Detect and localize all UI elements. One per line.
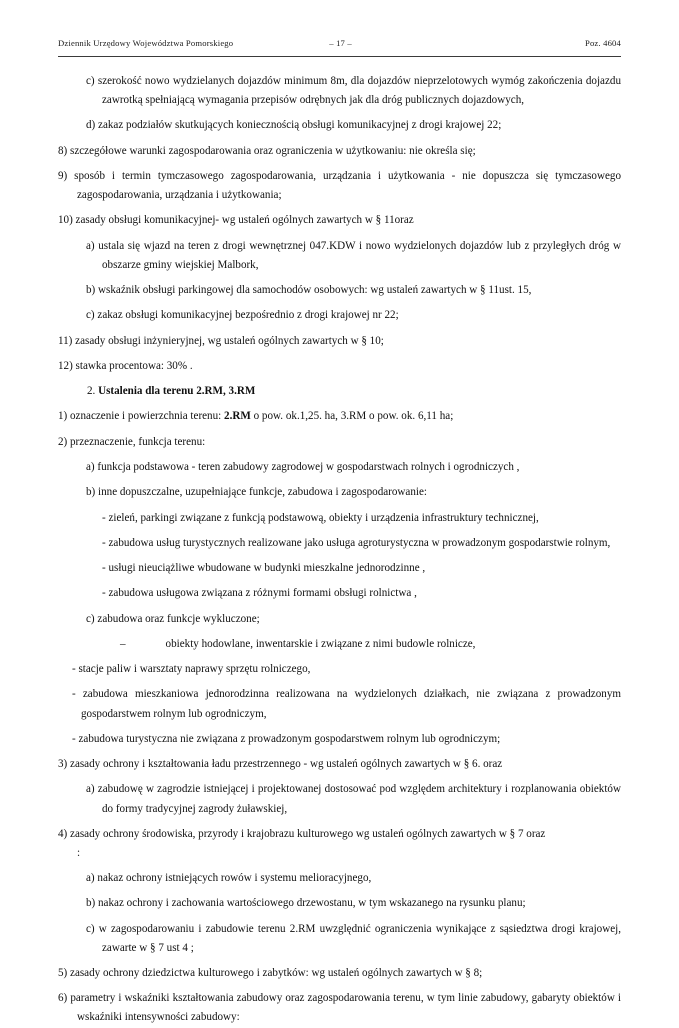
paragraph-2b: b) inne dopuszczalne, uzupełniające funkcje, zabudowa i zagospodarowanie: bbox=[86, 486, 427, 499]
paragraph-10c: c) zakaz obsługi komunikacyjnej bezpośrednio z drogi krajowej nr 22; bbox=[86, 309, 399, 322]
paragraph-d-zakaz: d) zakaz podziałów skutkujących koniecznością obsługi komunikacyjnej z drogi krajowej 22; bbox=[86, 119, 502, 132]
paragraph-1-terrain-code: 2.RM bbox=[224, 410, 251, 423]
header-page-number: – 17 – bbox=[329, 38, 352, 48]
paragraph-2b-dash-2: - zabudowa usług turystycznych realizowane jako usługa agroturystyczna w prowadzonym gospodarstwie rolnym, bbox=[102, 536, 611, 549]
paragraph-11: 11) zasady obsługi inżynieryjnej, wg ustaleń ogólnych zawartych w § 10; bbox=[58, 334, 384, 347]
header-position-number: Poz. 4604 bbox=[585, 38, 621, 48]
paragraph-4b: b) nakaz ochrony i zachowania wartościowego drzewostanu, w tym wskazanego na rysunku planu; bbox=[86, 897, 526, 910]
paragraph-4 bbox=[58, 825, 621, 869]
paragraph-4c: c) w zagospodarowaniu i zabudowie terenu 2.RM uwzględnić ograniczenia wynikające z sąsiedztwa drogi krajowej, zawarte w § 7 ust 4 ; bbox=[86, 922, 621, 954]
paragraph-10a: a) ustala się wjazd na teren z drogi wewnętrznej 047.KDW i nowo wydzielonych dojazdów lub z przyległych dróg w obszarze gminy wiejskiej Malbork, bbox=[86, 239, 621, 271]
paragraph-9: 9) sposób i termin tymczasowego zagospodarowania, urządzania i użytkowania - nie dopuszcza się tymczasowego zagospodarowania, urządzania i użytkowania; bbox=[58, 169, 621, 202]
en-dash-marker: – bbox=[120, 637, 126, 650]
paragraph-6: 6) parametry i wskaźniki kształtowania zabudowy oraz zagospodarowania terenu, w tym linie zabudowy, gabaryty obiektów i wskaźniki intensywności zabudowy: bbox=[58, 992, 621, 1024]
paragraph-4-colon: : bbox=[77, 846, 81, 859]
paragraph-1-suffix: o pow. ok.1,25. ha, 3.RM o pow. ok. 6,11 ha; bbox=[250, 410, 454, 423]
paragraph-c-szerokosc: c) szerokość nowo wydzielanych dojazdów minimum 8m, dla dojazdów nieprzelotowych wymóg zakończenia dojazdu zawrotką spełniającą wymagania przepisów odrębnych jak dla dróg publicznych dojazdowych, bbox=[86, 75, 621, 107]
paragraph-2: 2) przeznaczenie, funkcja terenu: bbox=[58, 435, 206, 448]
header-divider-rule bbox=[58, 56, 621, 57]
paragraph-2c-dash-1 bbox=[120, 635, 621, 660]
paragraph-2b-dash-3: - usługi nieuciążliwe wbudowane w budynki mieszkalne jednorodzinne , bbox=[102, 562, 426, 575]
paragraph-3a: a) zabudowę w zagrodzie istniejącej i projektowanej dostosować pod względem architektury i rozplanowania obiektów do formy tradycyjnej zagrody żuławskiej, bbox=[86, 783, 621, 815]
header-publication-title: Dziennik Urzędowy Województwa Pomorskiego bbox=[58, 38, 234, 48]
paragraph-2c-dash-2: - stacje paliw i warsztaty naprawy sprzętu rolniczego, bbox=[72, 663, 311, 676]
paragraph-8: 8) szczegółowe warunki zagospodarowania oraz ograniczenia w użytkowaniu: nie określa się; bbox=[58, 144, 476, 157]
paragraph-10b: b) wskaźnik obsługi parkingowej dla samochodów osobowych: wg ustaleń zawartych w § 11ust. 15, bbox=[86, 283, 532, 296]
page-running-header bbox=[58, 38, 621, 48]
paragraph-5: 5) zasady ochrony dziedzictwa kulturowego i zabytków: wg ustaleń ogólnych zawartych w § 8; bbox=[58, 967, 483, 980]
paragraph-12: 12) stawka procentowa: 30% . bbox=[58, 359, 193, 372]
paragraph-2b-dash-1: - zieleń, parkingi związane z funkcją podstawową, obiekty i urządzenia infrastruktury technicznej, bbox=[102, 511, 539, 524]
paragraph-2c-dash-3: - zabudowa mieszkaniowa jednorodzinna realizowana na wydzielonych działkach, nie związana z prowadzonym gospodarstwem rolnym lub ogrodniczym, bbox=[72, 688, 621, 720]
heading-section-2-title: Ustalenia dla terenu 2.RM, 3.RM bbox=[98, 385, 256, 398]
paragraph-3: 3) zasady ochrony i kształtowania ładu przestrzennego - wg ustaleń ogólnych zawartych w § 6. oraz bbox=[58, 758, 503, 771]
paragraph-2c-dash-1-text: obiekty hodowlane, inwentarskie i związane z nimi budowle rolnicze, bbox=[165, 637, 476, 650]
paragraph-4a: a) nakaz ochrony istniejących rowów i systemu melioracyjnego, bbox=[86, 872, 372, 885]
paragraph-2c: c) zabudowa oraz funkcje wykluczone; bbox=[86, 612, 260, 625]
paragraph-2c-dash-4: - zabudowa turystyczna nie związana z prowadzonym gospodarstwem rolnym lub ogrodniczym; bbox=[72, 732, 501, 745]
paragraph-2b-dash-4: - zabudowa usługowa związana z różnymi formami obsługi rolnictwa , bbox=[102, 587, 417, 600]
paragraph-2a: a) funkcja podstawowa - teren zabudowy zagrodowej w gospodarstwach rolnych i ogrodniczych , bbox=[86, 460, 520, 473]
document-body bbox=[58, 72, 621, 1028]
paragraph-10: 10) zasady obsługi komunikacyjnej- wg ustaleń ogólnych zawartych w § 11oraz bbox=[58, 214, 414, 227]
paragraph-1-prefix: 1) oznaczenie i powierzchnia terenu: bbox=[58, 410, 225, 423]
heading-section-2 bbox=[87, 382, 621, 407]
paragraph-1-oznaczenie bbox=[58, 407, 621, 432]
heading-section-2-number: 2. bbox=[87, 385, 99, 398]
paragraph-4-text: 4) zasady ochrony środowiska, przyrody i krajobrazu kulturowego wg ustaleń ogólnych zawartych w § 7 oraz bbox=[58, 827, 546, 840]
